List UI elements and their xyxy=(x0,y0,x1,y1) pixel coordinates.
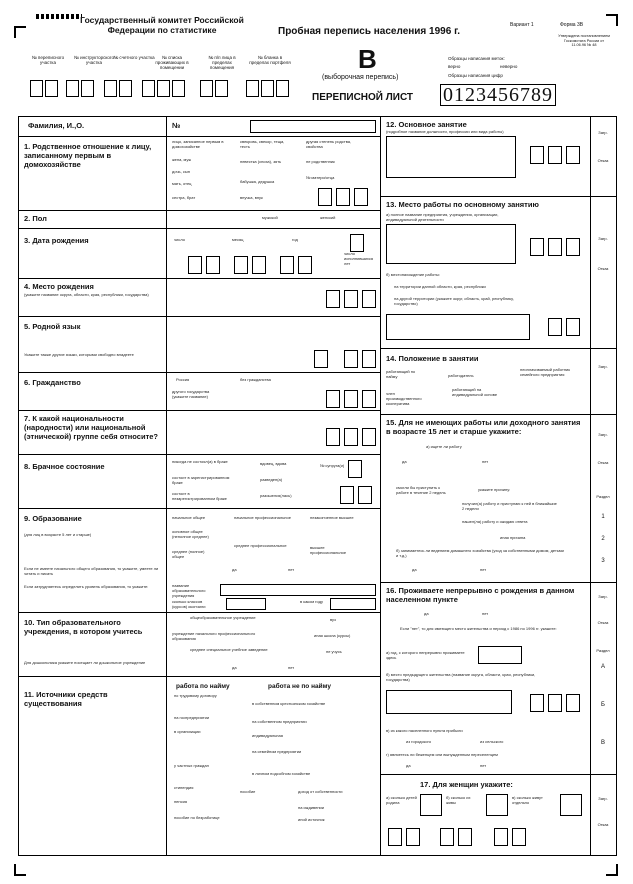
q3-day-label: число xyxy=(174,237,185,242)
side-label-2: 2 xyxy=(601,536,605,542)
code-cells-5[interactable] xyxy=(200,80,228,97)
q10-option[interactable]: среднее специальное учебное заведение xyxy=(190,647,268,652)
q1-option[interactable]: сестра, брат xyxy=(172,195,196,200)
q9-institution-label: название образовательного учреждения xyxy=(172,583,206,598)
side-label-refused: Загр. xyxy=(598,796,608,801)
q1-option[interactable]: свекровь, свекор, теща, тесть xyxy=(240,139,285,149)
q9-year-field[interactable] xyxy=(330,598,376,610)
q13-cell[interactable] xyxy=(530,238,544,256)
q11-option[interactable]: пособие по безработице xyxy=(174,815,220,820)
q9-option[interactable]: незаконченное высшее xyxy=(310,515,354,520)
q10-title: 10. Тип образовательного учреждения, в котором учитесь xyxy=(24,618,143,636)
q16-rural-option[interactable]: из сельского xyxy=(480,739,504,744)
q4-title: 4. Место рождения xyxy=(24,282,94,291)
q16-d-label: г) являетесь ли беженцем или вынужденным переселенцем xyxy=(386,752,498,757)
q16-title: 16. Проживаете непрерывно с рождения в данном населенном пункте xyxy=(386,586,575,604)
q13-location-label: б) местонахождение работы: xyxy=(386,272,440,277)
q17-apart-field[interactable] xyxy=(560,794,582,816)
q11-title: 11. Источники средств существования xyxy=(24,690,108,708)
mark-wrong-label: неверно xyxy=(500,64,518,69)
q1-option[interactable]: мать, отец xyxy=(172,181,192,186)
q8-cell[interactable] xyxy=(340,486,354,504)
q15-reason[interactable]: получил(а) работу и приступаю к ней в ближайшие 2 недели xyxy=(462,501,557,511)
q9-classes-label: сколько классов (курсов) окончили xyxy=(172,599,206,609)
q10-option[interactable]: общеобразовательное учреждение xyxy=(190,615,256,620)
mark-samples-label: Образцы написания меток: xyxy=(448,56,505,61)
q8-spouse-number-label: № супруга(и) xyxy=(320,463,345,468)
q15-b-label: б) занимаетесь ли ведением домашнего хозяйства (уход за собственными домом, детьми и т.д.) xyxy=(396,548,564,558)
q9-classes-field[interactable] xyxy=(226,598,266,610)
q10-note: Для дошкольника укажите посещает ли дошкольное учреждение xyxy=(24,660,146,665)
label-divider xyxy=(166,116,167,856)
census-form-grid xyxy=(18,116,617,856)
q3-title: 3. Дата рождения xyxy=(24,236,89,245)
q9-note2: Если не имеете начального общего образования, то укажите, умеете ли читать и писать xyxy=(24,566,159,576)
q13-region-cell[interactable] xyxy=(566,318,580,336)
q5-note: Укажите также другие языки, которыми свободно владеете xyxy=(24,352,134,357)
q1-title: 1. Родственное отношение к лицу, записанному первым в домохозяйстве xyxy=(24,142,152,169)
code-label-5: № п/п лица в пределах помещения xyxy=(208,55,236,70)
q13-title: 13. Место работы по основному занятию xyxy=(386,200,539,209)
q8-option[interactable]: состоит в зарегистрированном браке xyxy=(172,475,230,485)
q8-option[interactable]: никогда не состоял(а) в браке xyxy=(172,459,228,464)
q11-option[interactable]: на госпредприятии xyxy=(174,715,210,720)
q6-title: 6. Гражданство xyxy=(24,378,81,387)
side-label-refused: Загр. xyxy=(598,130,608,135)
q8-option[interactable]: состоит в незарегистрированном браке xyxy=(172,491,227,501)
q10-option[interactable]: вуз xyxy=(330,617,336,622)
side-column-divider xyxy=(590,116,591,856)
q17-cell[interactable] xyxy=(458,828,472,846)
q3-cell[interactable] xyxy=(252,256,266,274)
q3-age-label: число исполнившихся лет xyxy=(344,251,374,266)
sample-digits: 0123456789 xyxy=(440,84,556,106)
q12-cell[interactable] xyxy=(548,146,562,164)
q16-c-label: в) из какого населенного пункта прибыли xyxy=(386,728,463,733)
q12-occupation-field[interactable] xyxy=(386,136,516,178)
q13-workplace-field[interactable] xyxy=(386,224,516,264)
q11-option[interactable]: стипендия xyxy=(174,785,194,790)
side-label-refusal: Отказ xyxy=(597,266,609,271)
q15-b-yes-option[interactable]: да xyxy=(412,567,417,572)
q17-cell[interactable] xyxy=(512,828,526,846)
q11-option[interactable]: в собственном крестьянском хозяйстве xyxy=(252,701,326,706)
side-label-1: 1 xyxy=(601,514,605,520)
q13-option-other-region[interactable]: на другой территории (укажите округ, область, край, республику, государство) xyxy=(394,296,514,306)
q13-other-region-field[interactable] xyxy=(386,314,530,340)
side-label-a: А xyxy=(600,664,605,670)
code-label-4: № списка проживающих в помещении xyxy=(155,55,189,70)
q9-year-label: в каком году xyxy=(300,599,324,604)
side-label-refusal: Отказ xyxy=(597,158,609,163)
q15-no-option[interactable]: нет xyxy=(482,459,489,464)
code-cells-3[interactable] xyxy=(104,80,132,97)
q10-option[interactable]: не учусь xyxy=(326,649,342,654)
q1-option[interactable]: № матери/отца xyxy=(306,175,335,180)
q3-cell[interactable] xyxy=(206,256,220,274)
code-label-3: № счетного участка xyxy=(113,55,155,60)
q8-cell[interactable] xyxy=(358,486,372,504)
q15-left-note: смогли бы приступить к работе в течение 2 недель xyxy=(396,485,446,495)
q12-note: (подробное название должности, профессии или вида работы) xyxy=(386,129,504,134)
q14-option[interactable]: работающий по найму xyxy=(386,369,416,379)
q11-option[interactable]: по трудовому договору xyxy=(174,693,217,698)
code-label-1: № переписного участка xyxy=(31,55,65,65)
q3-cell[interactable] xyxy=(188,256,202,274)
q11-option[interactable]: пособие xyxy=(240,789,256,794)
side-label-refusal: Отказ xyxy=(597,822,609,827)
q7-cell[interactable] xyxy=(326,428,340,446)
code-cells-4[interactable] xyxy=(142,80,185,97)
q15-reason[interactable]: иная причина xyxy=(500,535,526,540)
q17-option-apart: в) сколько живут отдельно xyxy=(512,795,543,805)
side-label-refused: Загр. xyxy=(598,594,608,599)
q6-cell[interactable] xyxy=(362,390,376,408)
q13-note: а) полное название предприятия, учреждения, организации, индивидуальной деятельности xyxy=(386,212,499,222)
q17-cell[interactable] xyxy=(388,828,402,846)
q1-option[interactable]: лицо, записанное первым в домохозяйстве xyxy=(172,139,224,149)
q16-year-field[interactable] xyxy=(478,646,522,664)
q12-title: 12. Основное занятие xyxy=(386,120,467,129)
column-divider xyxy=(380,116,381,856)
side-label-refused: Загр. xyxy=(598,236,608,241)
q11-option[interactable]: доход от собственности xyxy=(298,789,343,794)
q16-note: Если "нет", то для имеющего место жительства и период с 1986 по 1996 гг. укажите: xyxy=(400,626,557,631)
mark-correct-label: верно xyxy=(448,64,461,69)
side-label-section: Раздел xyxy=(596,494,610,499)
sample-census-label: (выборочная перепись) xyxy=(322,74,399,81)
q13-cell[interactable] xyxy=(566,238,580,256)
q1-option[interactable]: не родственник xyxy=(306,159,335,164)
q11-col1-title: работа по найму xyxy=(176,683,230,690)
q16-d-no-option[interactable]: нет xyxy=(480,763,487,768)
q16-urban-option[interactable]: из городского xyxy=(406,739,432,744)
q17-alive-field[interactable] xyxy=(486,794,508,816)
side-label-refusal: Отказ xyxy=(597,460,609,465)
form-label: Форма 3В xyxy=(560,22,584,28)
q6-cell[interactable] xyxy=(344,390,358,408)
q5-cell[interactable] xyxy=(344,350,358,368)
q9-no-option[interactable]: нет xyxy=(288,567,295,572)
q15-b-no-option[interactable]: нет xyxy=(480,567,487,572)
q5-cell[interactable] xyxy=(362,350,376,368)
corner-mark-top-left xyxy=(14,26,26,38)
q6-other-option[interactable]: другого государства (укажите название) xyxy=(172,389,210,399)
q9-note: (для лиц в возрасте 5 лет и старше) xyxy=(24,532,92,537)
q6-russia-option[interactable]: Россия xyxy=(176,377,190,382)
q8-title: 8. Брачное состояние xyxy=(24,462,105,471)
q13-region-cell[interactable] xyxy=(548,318,562,336)
q1-option[interactable]: жена, муж xyxy=(172,157,192,162)
q10-yes-option[interactable]: да xyxy=(232,665,237,670)
q3-age-cell[interactable] xyxy=(350,234,364,252)
q13-cell[interactable] xyxy=(548,238,562,256)
q14-option[interactable]: работающий на индивидуальной основе xyxy=(452,387,498,397)
q9-option[interactable]: основное общее (неполное среднее) xyxy=(172,529,209,539)
q16-prev-residence-field[interactable] xyxy=(386,690,512,714)
q1-option[interactable]: бабушка, дедушка xyxy=(240,179,275,184)
q11-option[interactable]: иной источник xyxy=(298,817,325,822)
q1-cell[interactable] xyxy=(354,188,368,206)
q1-option[interactable]: внучка, внук xyxy=(240,195,263,200)
q11-col2-title: работа не по найму xyxy=(268,683,331,690)
q8-option[interactable]: разошелся(лась) xyxy=(260,493,292,498)
q8-cell[interactable] xyxy=(348,460,362,478)
q11-option[interactable]: в организации xyxy=(174,729,201,734)
side-label-b: Б xyxy=(601,702,605,708)
variant-label: Вариант 1 xyxy=(510,22,534,28)
q12-cell[interactable] xyxy=(566,146,580,164)
q1-option[interactable]: невестка (сноха), зять xyxy=(240,159,282,164)
census-title: Пробная перепись населения 1996 г. xyxy=(278,26,461,37)
q9-option[interactable]: начальное общее xyxy=(172,515,206,520)
q2-male-option[interactable]: мужской xyxy=(262,215,278,220)
form-letter: В xyxy=(358,44,377,74)
q9-title: 9. Образование xyxy=(24,514,82,523)
q15-right-note: укажите причину: xyxy=(478,487,511,492)
q7-title: 7. К какой национальности (народности) или национальной (этнической) группе себя относите? xyxy=(24,414,158,441)
q17-cell[interactable] xyxy=(406,828,420,846)
organization-name: Государственный комитет Российской Федерации по статистике xyxy=(80,15,244,35)
q15-yes-option[interactable]: да xyxy=(402,459,407,464)
q16-cell[interactable] xyxy=(548,694,562,712)
q5-cell[interactable] xyxy=(314,350,328,368)
name-field[interactable] xyxy=(250,120,376,133)
name-label: Фамилия, И.,О. xyxy=(28,121,85,130)
q16-cell[interactable] xyxy=(566,694,580,712)
q16-a-label: а) год, с которого непрерывно проживаете здесь xyxy=(386,650,465,660)
q16-yes-option[interactable]: да xyxy=(424,611,429,616)
q17-cell[interactable] xyxy=(494,828,508,846)
q15-a-label: а) ищете ли работу xyxy=(426,444,462,449)
q9-institution-field[interactable] xyxy=(220,584,376,596)
corner-mark-bottom-left xyxy=(14,864,26,876)
q1-cell[interactable] xyxy=(318,188,332,206)
corner-mark-bottom-right xyxy=(606,864,618,876)
q8-option[interactable]: разведен(а) xyxy=(260,477,283,482)
q4-cell[interactable] xyxy=(326,290,340,308)
q2-title: 2. Пол xyxy=(24,214,47,223)
q10-option[interactable]: учреждение начального профессионального образования xyxy=(172,631,256,641)
q11-option[interactable]: индивидуальная xyxy=(252,733,283,738)
q1-option[interactable]: дочь, сын xyxy=(172,169,190,174)
side-label-refusal: Отказ xyxy=(597,620,609,625)
q17-title: 17. Для женщин укажите: xyxy=(420,780,513,789)
q16-b-label: б) место предыдущего жительства (название округа, области, края, республики, государства) xyxy=(386,672,536,682)
q3-year-label: год xyxy=(292,237,298,242)
q6-stateless-option[interactable]: без гражданства xyxy=(240,377,271,382)
q15-title: 15. Для не имеющих работы или доходного занятия в возрасте 15 лет и старше укажите: xyxy=(386,418,581,436)
q1-cell[interactable] xyxy=(336,188,350,206)
q7-cell[interactable] xyxy=(362,428,376,446)
code-label-6: № бланка в пределах портфеля xyxy=(249,55,291,65)
q9-option[interactable]: среднее профессиональное xyxy=(234,543,287,548)
q13-option-same-region[interactable]: на территории данной области, края, республики xyxy=(394,284,486,289)
code-cells-6[interactable] xyxy=(246,80,289,97)
q7-cell[interactable] xyxy=(344,428,358,446)
q10-no-option[interactable]: нет xyxy=(288,665,295,670)
q11-option[interactable]: пенсия xyxy=(174,799,187,804)
q9-option[interactable]: среднее (полное) общее xyxy=(172,549,205,559)
q17-option-alive: б) сколько их живы xyxy=(446,795,471,805)
side-label-3: 3 xyxy=(601,558,605,564)
q15-reason[interactable]: нашел(ла) работу и ожидаю ответа xyxy=(462,519,528,524)
q11-option[interactable]: на семейном предприятии xyxy=(252,749,302,754)
code-cells-1[interactable] xyxy=(30,80,58,97)
side-label-section: Раздел xyxy=(596,648,610,653)
number-label: № xyxy=(172,121,181,130)
q9-option[interactable]: начальное профессиональное xyxy=(234,515,291,520)
corner-mark-top-right xyxy=(606,14,618,26)
q8-option[interactable]: вдовец, вдова xyxy=(260,461,287,466)
q3-month-label: месяц xyxy=(232,237,244,242)
q1-option[interactable]: другая степень родства, свойства xyxy=(306,139,352,149)
q4-cell[interactable] xyxy=(362,290,376,308)
q17-option-born: а) сколько детей родила xyxy=(386,795,417,805)
q11-option[interactable]: на иждивении xyxy=(298,805,325,810)
q11-option[interactable]: у частных граждан xyxy=(174,763,209,768)
side-label-refused: Загр. xyxy=(598,432,608,437)
q9-yes-option[interactable]: да xyxy=(232,567,237,572)
approval-note: Утверждена постановлением Госкомстата России от 11.06.96 № 48 xyxy=(558,34,610,47)
q17-born-field[interactable] xyxy=(420,794,442,816)
code-cells-2[interactable] xyxy=(66,80,94,97)
q9-option[interactable]: высшее профессиональное xyxy=(310,545,347,555)
q16-no-option[interactable]: нет xyxy=(482,611,489,616)
q10-option[interactable]: иная школа (курсы) xyxy=(314,633,351,638)
q17-cell[interactable] xyxy=(440,828,454,846)
q3-cell[interactable] xyxy=(234,256,248,274)
digit-samples-label: Образцы написания цифр xyxy=(448,73,503,78)
q4-cell[interactable] xyxy=(344,290,358,308)
q11-option[interactable]: на собственном предприятии xyxy=(252,719,307,724)
q14-title: 14. Положение в занятии xyxy=(386,354,479,363)
q16-d-yes-option[interactable]: да xyxy=(406,763,411,768)
code-label-2: № инструкторского участка xyxy=(74,55,114,65)
q16-cell[interactable] xyxy=(530,694,544,712)
q6-cell[interactable] xyxy=(326,390,340,408)
q4-note: (укажите название округа, области, края, республики, государства) xyxy=(24,292,149,297)
q14-option[interactable]: неоплачиваемый работник семейного предприятия xyxy=(520,367,571,377)
sheet-title: ПЕРЕПИСНОЙ ЛИСТ xyxy=(312,92,414,103)
q5-title: 5. Родной язык xyxy=(24,322,81,331)
q3-cell[interactable] xyxy=(280,256,294,274)
q12-cell[interactable] xyxy=(530,146,544,164)
q9-note3: Если затрудняетесь определить уровень образования, то укажите: xyxy=(24,584,149,589)
q14-option[interactable]: работодатель xyxy=(448,373,474,378)
q2-female-option[interactable]: женский xyxy=(320,215,336,220)
side-label-v: В xyxy=(600,740,605,746)
q14-option[interactable]: член производственного кооператива xyxy=(386,391,422,406)
q3-cell[interactable] xyxy=(298,256,312,274)
side-label-refused: Загр. xyxy=(598,364,608,369)
q11-option[interactable]: в личном подсобном хозяйстве xyxy=(252,771,311,776)
